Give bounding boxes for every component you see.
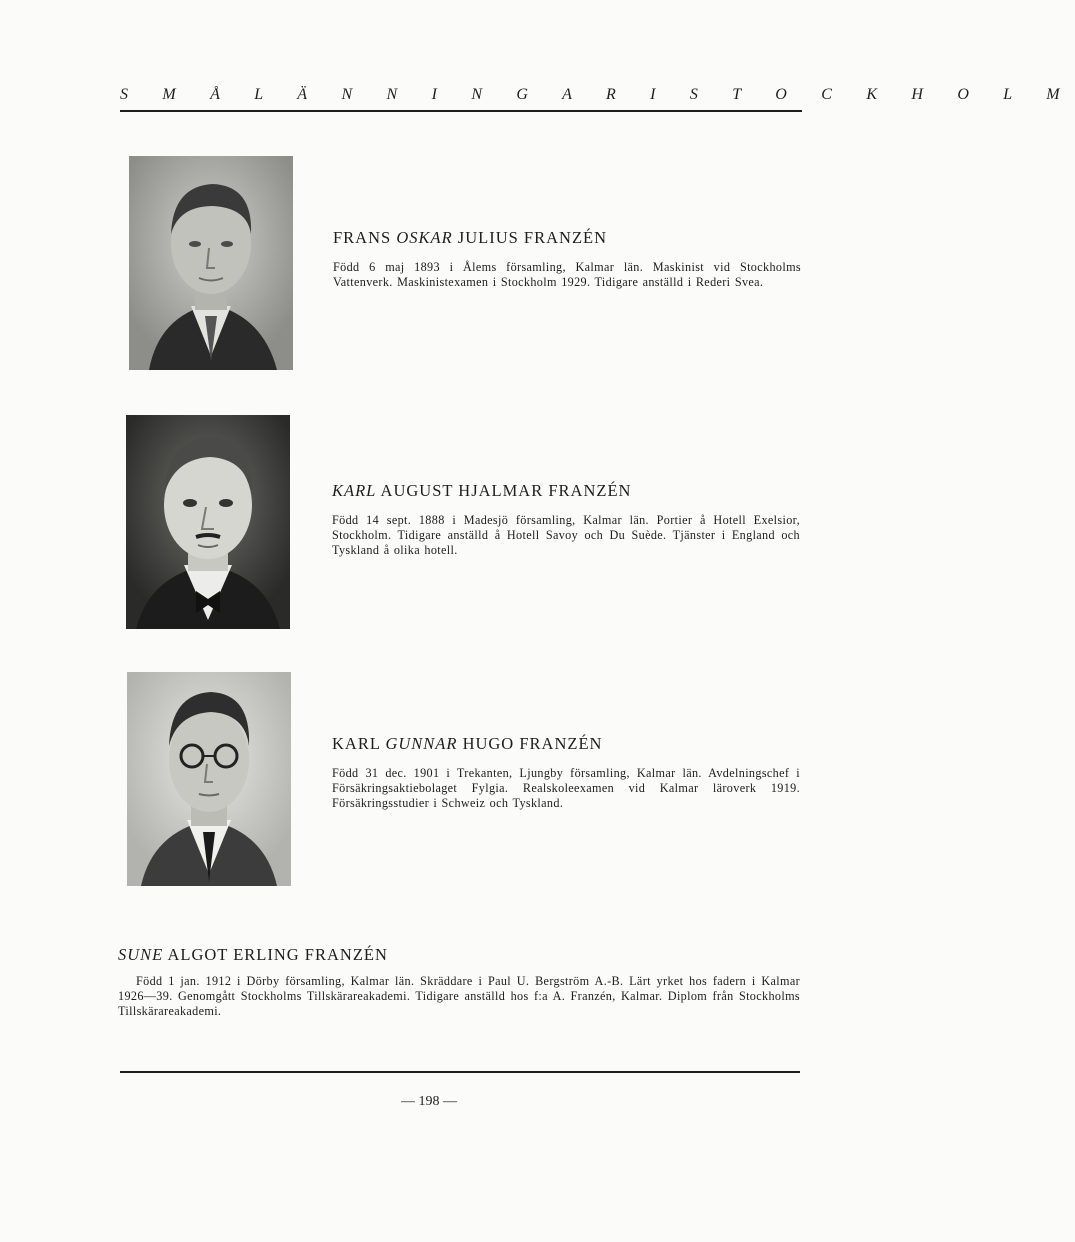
running-head: S M Å L Ä N N I N G A R I S T O C K H O L M [120,86,1075,103]
portrait-karl-gunnar-franzen [127,672,291,886]
entry-biography: Född 31 dec. 1901 i Trekanten, Ljungby församling, Kalmar län. Avdelningschef i Försäkringsaktiebolaget Fylgia. Realskoleexamen vid Kalmar läroverk 1919. Försäkringsstudier i Schweiz och Tyskland. [332,766,800,810]
entry-biography: Född 6 maj 1893 i Ålems församling, Kalmar län. Maskinist vid Stockholms Vattenverk. Maskinistexamen i Stockholm 1929. Tidigare anställd i Rederi Svea. [333,260,801,289]
entry-biography: Född 14 sept. 1888 i Madesjö församling, Kalmar län. Portier å Hotell Exelsior, Stockholm. Tidigare anställd å Hotell Savoy och Du Suède. Tjänster i England och Tyskland å olika hotell. [332,513,800,557]
header-rule [120,110,802,112]
entry-karl-gunnar-hugo-franzen [332,734,800,810]
entry-biography: Född 1 jan. 1912 i Dörby församling, Kalmar län. Skräddare i Paul U. Bergström A.-B. Lärt yrket hos fadern i Kalmar 1926—39. Genomgått Stockholms Tillskärareakademi. Tidigare anställd hos f:a A. Franzén, Kalmar. Diplom från Stockholms Tillskärareakademi. [118,974,800,1018]
entry-name: KARL AUGUST HJALMAR FRANZÉN [332,481,632,500]
entry-sune-algot-erling-franzen [118,945,800,1018]
entry-name: KARL GUNNAR HUGO FRANZÉN [332,734,603,753]
portrait-karl-august-franzen [126,415,290,629]
page-number: — 198 — [401,1094,457,1109]
entry-frans-oskar-julius-franzen [333,228,801,290]
footer-rule [120,1071,800,1073]
entry-name: FRANS OSKAR JULIUS FRANZÉN [333,228,608,247]
entry-karl-august-hjalmar-franzen [332,481,800,557]
entry-name: SUNE ALGOT ERLING FRANZÉN [118,945,388,964]
portrait-frans-franzen [129,156,293,370]
